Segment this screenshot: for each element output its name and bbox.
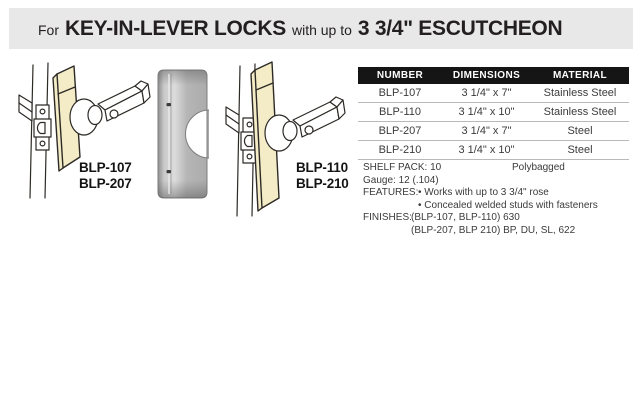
spec-table (358, 67, 629, 160)
finishes-line (363, 212, 631, 225)
cell-dimensions: 3 1/4" x 7" (442, 84, 531, 103)
column-header-material: MATERIAL (531, 67, 629, 84)
lever-handle (293, 97, 345, 137)
gauge-value: Gauge: 12 (.104) (363, 174, 439, 186)
table-row (358, 103, 629, 122)
cell-dimensions: 3 1/4" x 10" (442, 141, 531, 160)
feature-item: • Concealed welded studs with fasteners (418, 199, 598, 211)
features-line (363, 187, 631, 200)
finishes-label: FINISHES: (363, 212, 412, 224)
product-label: BLP-210 (296, 176, 349, 191)
packaging-value: Polybagged (512, 162, 565, 173)
product-label-blp110-blp210 (296, 160, 349, 192)
cell-material: Steel (531, 141, 629, 160)
cell-material: Stainless Steel (531, 84, 629, 103)
latch-bolt (19, 95, 32, 121)
product-label-blp107-blp207 (79, 160, 132, 192)
mortise-lock-body (34, 105, 51, 150)
feature-item: • Works with up to 3 3/4" rose (418, 187, 549, 199)
rose (70, 99, 102, 135)
cell-dimensions: 3 1/4" x 7" (442, 122, 531, 141)
cell-material: Steel (531, 122, 629, 141)
features-line-2 (363, 200, 631, 213)
product-label: BLP-110 (296, 160, 348, 175)
shelf-pack-line (363, 162, 631, 175)
latch-protector-photo (157, 69, 209, 199)
finish-item: (BLP-107, BLP-110) 630 (411, 212, 520, 224)
product-label: BLP-207 (79, 176, 132, 191)
lever-handle (98, 81, 150, 121)
title-main: KEY-IN-LEVER LOCKS (65, 17, 286, 40)
plate-with-notch (158, 70, 209, 198)
cell-number: BLP-210 (358, 141, 442, 160)
cell-dimensions: 3 1/4" x 10" (442, 103, 531, 122)
illustration-blp110-blp210 (222, 56, 357, 221)
title-connector: with up to (291, 22, 352, 38)
shelf-pack-label: SHELF PACK: (363, 162, 428, 173)
finish-item: (BLP-207, BLP 210) BP, DU, SL, 622 (411, 224, 576, 236)
finishes-line-2 (363, 225, 631, 238)
title-size: 3 3/4" ESCUTCHEON (357, 17, 563, 40)
cell-number: BLP-110 (358, 103, 442, 122)
cell-material: Stainless Steel (531, 103, 629, 122)
table-header-row (358, 67, 629, 84)
table-row (358, 141, 629, 160)
table-row (358, 122, 629, 141)
latch-bolt (226, 107, 239, 133)
cell-number: BLP-207 (358, 122, 442, 141)
column-header-number: NUMBER (358, 67, 442, 84)
product-details (363, 162, 631, 238)
header-banner (9, 8, 633, 49)
title-prefix: For (38, 22, 59, 38)
table-row (358, 84, 629, 103)
shelf-pack-value: 10 (430, 162, 442, 173)
cell-number: BLP-107 (358, 84, 442, 103)
gauge-line (363, 175, 631, 188)
rose (265, 115, 297, 151)
features-label: FEATURES: (363, 187, 419, 199)
column-header-dimensions: DIMENSIONS (442, 67, 531, 84)
product-label: BLP-107 (79, 160, 132, 175)
